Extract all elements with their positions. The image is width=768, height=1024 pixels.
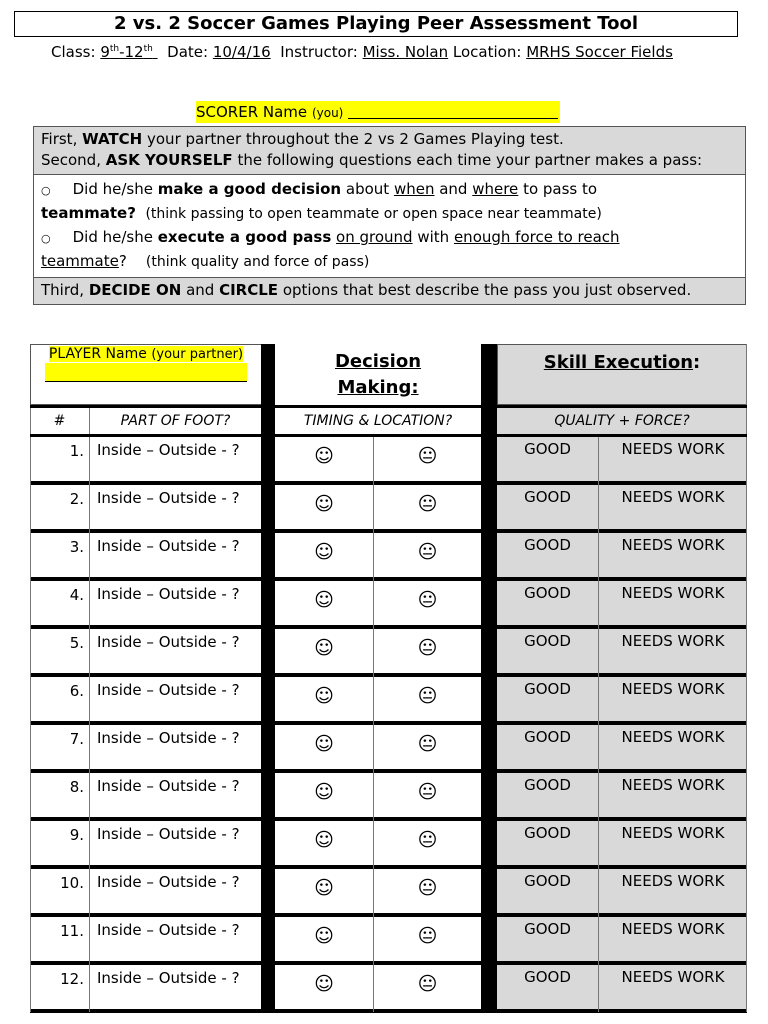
instruction-first: First, WATCH your partner throughout the 2 vs 2 Games Playing test. [41, 130, 564, 148]
location-value: MRHS Soccer Fields [526, 43, 673, 61]
col-header-timing: TIMING & LOCATION? [303, 413, 453, 429]
row-number: 1. [69, 442, 84, 460]
instruction-second: Second, ASK YOURSELF the following questions each time your partner makes a pass: [41, 151, 703, 169]
table-row [30, 485, 747, 529]
needs-work-option[interactable]: NEEDS WORK [599, 629, 747, 673]
needs-work-option[interactable]: NEEDS WORK [599, 725, 747, 769]
smiley-face-icon[interactable]: ☺ [314, 637, 334, 659]
question-execution: ○ Did he/she execute a good pass on ground with enough force to reach teammate? (think quality and force of pass) [41, 228, 620, 270]
part-of-foot-options[interactable]: Inside – Outside - ? [97, 585, 240, 603]
table-row [30, 629, 747, 673]
smiley-face-icon[interactable]: ☺ [314, 877, 334, 899]
neutral-face-icon[interactable]: 😐 [417, 829, 438, 851]
smiley-face-icon[interactable]: ☺ [314, 541, 334, 563]
instructions-box [33, 126, 746, 305]
smiley-face-icon[interactable]: ☺ [314, 445, 334, 467]
row-number: 11. [60, 922, 84, 940]
player-name-header [30, 344, 261, 405]
row-number: 4. [69, 586, 84, 604]
part-of-foot-options[interactable]: Inside – Outside - ? [97, 729, 240, 747]
divider-bar-right [481, 344, 497, 1012]
neutral-face-icon[interactable]: 😐 [417, 685, 438, 707]
row-number: 9. [69, 826, 84, 844]
instructor-label: Instructor: [280, 43, 358, 61]
divider-bar-left [261, 344, 275, 1012]
table-border-left [30, 405, 31, 1012]
part-of-foot-options[interactable]: Inside – Outside - ? [97, 489, 240, 507]
class-info-line [51, 42, 741, 63]
neutral-face-icon[interactable]: 😐 [417, 733, 438, 755]
bullet-icon: ○ [41, 232, 51, 245]
location-label: Location: [452, 43, 522, 61]
smiley-face-icon[interactable]: ☺ [314, 829, 334, 851]
table-row [30, 677, 747, 721]
scorer-name-blank[interactable] [348, 102, 558, 119]
good-option[interactable]: GOOD [497, 437, 598, 481]
class-value: 9th-12th [100, 43, 153, 61]
table-row [30, 917, 747, 961]
needs-work-option[interactable]: NEEDS WORK [599, 869, 747, 913]
player-label: PLAYER Name (your partner) [48, 346, 244, 362]
neutral-face-icon[interactable]: 😐 [417, 973, 438, 995]
date-value: 10/4/16 [212, 43, 271, 61]
table-row [30, 725, 747, 769]
table-row [30, 821, 747, 865]
instructions-questions [34, 174, 745, 278]
date-label: Date: [167, 43, 209, 61]
good-option[interactable]: GOOD [497, 917, 598, 961]
row-number: 12. [60, 970, 84, 988]
good-option[interactable]: GOOD [497, 629, 598, 673]
table-row [30, 773, 747, 817]
neutral-face-icon[interactable]: 😐 [417, 541, 438, 563]
part-of-foot-options[interactable]: Inside – Outside - ? [97, 921, 240, 939]
part-of-foot-options[interactable]: Inside – Outside - ? [97, 537, 240, 555]
good-option[interactable]: GOOD [497, 533, 598, 577]
table-row [30, 965, 747, 1009]
scorer-label: SCORER Name [196, 103, 308, 121]
scorer-you-note: (you) [311, 106, 344, 120]
col-divider-quality [598, 437, 599, 1012]
col-header-num: # [53, 413, 66, 429]
table-row [30, 869, 747, 913]
good-option[interactable]: GOOD [497, 581, 598, 625]
row-number: 2. [69, 490, 84, 508]
needs-work-option[interactable]: NEEDS WORK [599, 581, 747, 625]
needs-work-option[interactable]: NEEDS WORK [599, 917, 747, 961]
bullet-icon: ○ [41, 184, 51, 197]
good-option[interactable]: GOOD [497, 869, 598, 913]
neutral-face-icon[interactable]: 😐 [417, 781, 438, 803]
smiley-face-icon[interactable]: ☺ [314, 589, 334, 611]
decision-making-header: Decision Making: [275, 344, 481, 405]
row-number: 8. [69, 778, 84, 796]
row-number: 3. [69, 538, 84, 556]
table-row [30, 437, 747, 481]
good-option[interactable]: GOOD [497, 725, 598, 769]
smiley-face-icon[interactable]: ☺ [314, 493, 334, 515]
assessment-table [30, 344, 747, 1012]
needs-work-option[interactable]: NEEDS WORK [599, 437, 747, 481]
part-of-foot-options[interactable]: Inside – Outside - ? [97, 777, 240, 795]
needs-work-option[interactable]: NEEDS WORK [599, 773, 747, 817]
scorer-name-field[interactable] [196, 101, 560, 123]
instruction-third: Third, DECIDE ON and CIRCLE options that best describe the pass you just observed. [34, 278, 745, 304]
neutral-face-icon[interactable]: 😐 [417, 589, 438, 611]
player-name-blank[interactable] [45, 363, 247, 382]
needs-work-option[interactable]: NEEDS WORK [599, 485, 747, 529]
good-option[interactable]: GOOD [497, 485, 598, 529]
table-row [30, 581, 747, 625]
smiley-face-icon[interactable]: ☺ [314, 781, 334, 803]
needs-work-option[interactable]: NEEDS WORK [599, 533, 747, 577]
neutral-face-icon[interactable]: 😐 [417, 637, 438, 659]
row-number: 7. [69, 730, 84, 748]
table-border-right [746, 344, 747, 1012]
smiley-face-icon[interactable]: ☺ [314, 685, 334, 707]
class-label: Class: [51, 43, 96, 61]
needs-work-option[interactable]: NEEDS WORK [599, 677, 747, 721]
instructions-first-second [34, 127, 745, 174]
good-option[interactable]: GOOD [497, 821, 598, 865]
part-of-foot-options[interactable]: Inside – Outside - ? [97, 441, 240, 459]
row-number: 10. [60, 874, 84, 892]
row-number: 5. [69, 634, 84, 652]
neutral-face-icon[interactable]: 😐 [417, 877, 438, 899]
good-option[interactable]: GOOD [497, 677, 598, 721]
row-separator [30, 1009, 747, 1013]
question-decision: ○ Did he/she make a good decision about when and where to pass to teammate? (think passing to open teammate or open space near teammate) [41, 180, 602, 222]
row-number: 6. [69, 682, 84, 700]
part-of-foot-options[interactable]: Inside – Outside - ? [97, 969, 240, 987]
col-header-quality: QUALITY + FORCE? [497, 408, 747, 434]
instructor-value: Miss. Nolan [362, 43, 449, 61]
smiley-face-icon[interactable]: ☺ [314, 973, 334, 995]
needs-work-option[interactable]: NEEDS WORK [599, 821, 747, 865]
smiley-face-icon[interactable]: ☺ [314, 733, 334, 755]
good-option[interactable]: GOOD [497, 965, 598, 1009]
header-rule [30, 405, 747, 408]
col-divider-faces [373, 437, 374, 1012]
part-of-foot-options[interactable]: Inside – Outside - ? [97, 633, 240, 651]
neutral-face-icon[interactable]: 😐 [417, 493, 438, 515]
col-divider-num [89, 408, 90, 1012]
page-title: 2 vs. 2 Soccer Games Playing Peer Assessment Tool [14, 11, 738, 37]
col-header-foot: PART OF FOOT? [120, 413, 231, 429]
subheader-rule [30, 434, 747, 437]
neutral-face-icon[interactable]: 😐 [417, 445, 438, 467]
part-of-foot-options[interactable]: Inside – Outside - ? [97, 681, 240, 699]
table-row [30, 533, 747, 577]
good-option[interactable]: GOOD [497, 773, 598, 817]
part-of-foot-options[interactable]: Inside – Outside - ? [97, 825, 240, 843]
needs-work-option[interactable]: NEEDS WORK [599, 965, 747, 1009]
skill-execution-header: Skill Execution: [497, 344, 747, 405]
neutral-face-icon[interactable]: 😐 [417, 925, 438, 947]
part-of-foot-options[interactable]: Inside – Outside - ? [97, 873, 240, 891]
smiley-face-icon[interactable]: ☺ [314, 925, 334, 947]
